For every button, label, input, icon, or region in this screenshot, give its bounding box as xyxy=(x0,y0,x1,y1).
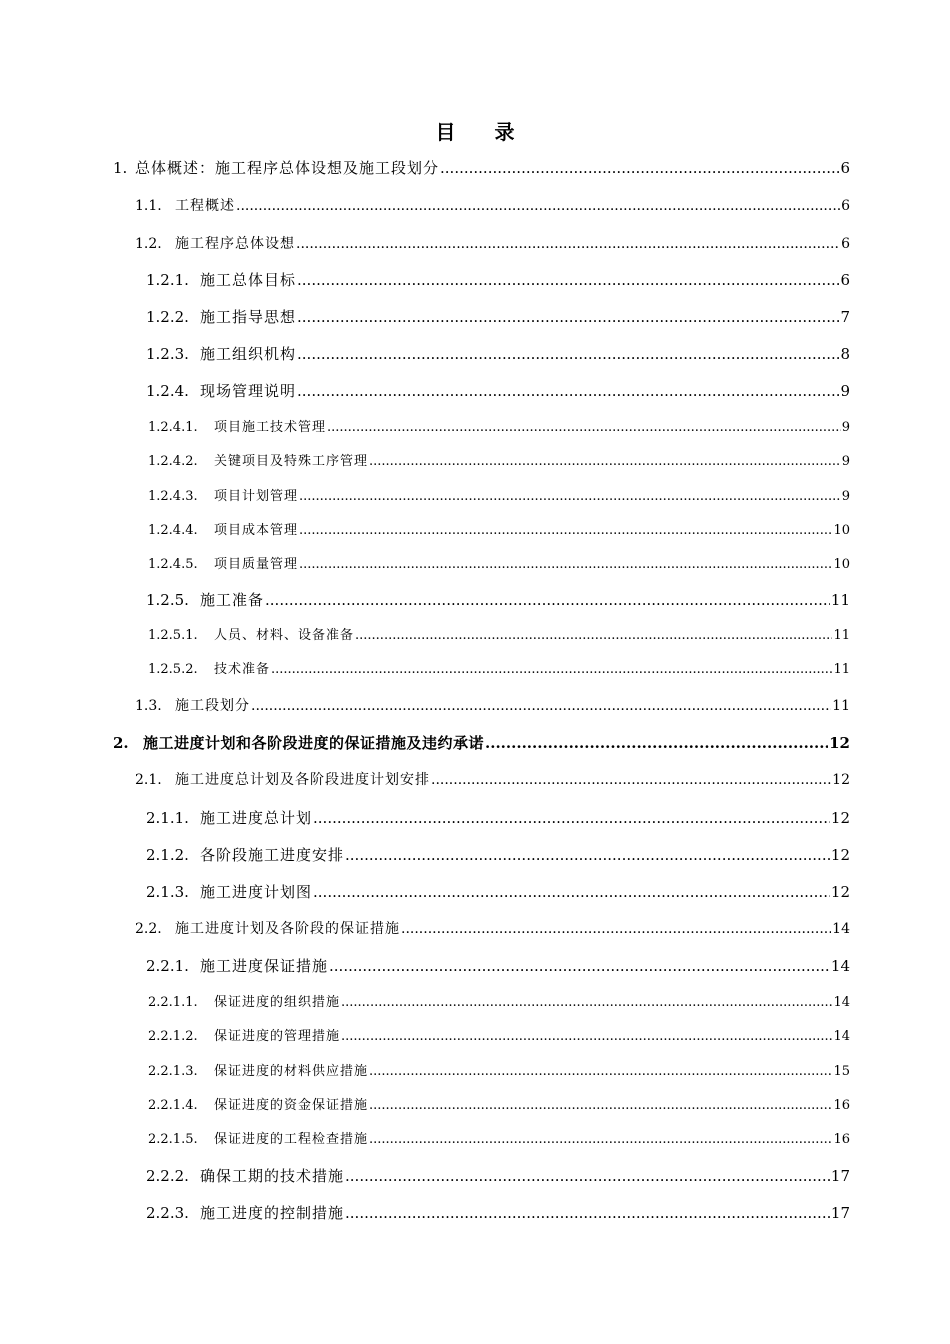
toc-entry-number: 1.2.4. xyxy=(146,382,189,400)
toc-entry-title: 施工进度的控制措施 xyxy=(200,1204,345,1222)
toc-entry-title: 施工进度计划和各阶段进度的保证措施及违约承诺 xyxy=(143,734,485,752)
toc-entry-page-number: 9 xyxy=(841,489,850,504)
toc-entry-number: 1.2.4.3. xyxy=(148,489,198,504)
toc-entry-number: 1.2.3. xyxy=(146,345,189,363)
toc-entry-page-number: 16 xyxy=(833,1098,850,1113)
toc-entry-title: 现场管理说明 xyxy=(200,382,297,400)
toc-entry-leader xyxy=(265,590,830,610)
toc-entry[interactable] xyxy=(146,808,850,828)
toc-entry-page-number: 10 xyxy=(833,557,850,572)
toc-entry-page-number: 11 xyxy=(833,662,850,677)
toc-entry-title: 保证进度的组织措施 xyxy=(214,995,341,1010)
toc-entry-number: 2.2.1.3. xyxy=(148,1064,198,1079)
toc-entry-leader xyxy=(329,956,830,976)
toc-entry-number: 2.2.2. xyxy=(146,1167,189,1185)
toc-entry-leader xyxy=(299,487,841,507)
toc-entry-leader xyxy=(236,196,840,216)
toc-entry-number: 1.2.1. xyxy=(146,271,189,289)
toc-entry-page-number: 6 xyxy=(840,271,850,289)
toc-entry-title: 施工进度计划图 xyxy=(200,883,313,901)
toc-entry-title: 保证进度的管理措施 xyxy=(214,1029,341,1044)
toc-entry[interactable] xyxy=(148,1130,850,1150)
toc-entry-number: 1.2.5. xyxy=(146,591,189,609)
toc-entry-page-number: 11 xyxy=(830,591,850,609)
toc-entry-page-number: 16 xyxy=(833,1132,850,1147)
toc-entry-number: 2.2.1. xyxy=(146,957,189,975)
toc-entry[interactable] xyxy=(148,660,850,680)
toc-entry-leader xyxy=(369,1096,832,1116)
toc-entry[interactable] xyxy=(146,381,850,401)
toc-entry-number: 2.2.1.5. xyxy=(148,1132,198,1147)
toc-entry-page-number: 15 xyxy=(833,1064,850,1079)
toc-entry[interactable] xyxy=(135,919,850,939)
toc-entry[interactable] xyxy=(146,590,850,610)
toc-entry-number: 2.1.1. xyxy=(146,809,189,827)
toc-entry-title: 总体概述：施工程序总体设想及施工段划分 xyxy=(135,159,440,177)
toc-entry[interactable] xyxy=(148,452,850,472)
toc-entry-leader xyxy=(440,158,839,178)
toc-entry[interactable] xyxy=(148,1027,850,1047)
toc-entry-number: 1. xyxy=(113,159,128,177)
toc-entry[interactable] xyxy=(148,521,850,541)
toc-entry[interactable] xyxy=(113,733,850,753)
toc-entry[interactable] xyxy=(146,845,850,865)
toc-entry-number: 2.2.3. xyxy=(146,1204,189,1222)
toc-entry-page-number: 12 xyxy=(832,772,850,788)
toc-entry[interactable] xyxy=(135,196,850,216)
toc-entry-number: 2.2.1.4. xyxy=(148,1098,198,1113)
toc-entry-number: 1.3. xyxy=(135,698,162,714)
toc-entry-page-number: 11 xyxy=(833,628,850,643)
toc-entry-title: 施工进度总计划及各阶段进度计划安排 xyxy=(175,772,430,788)
toc-entry-number: 1.2.4.1. xyxy=(148,420,198,435)
toc-entry-title: 项目施工技术管理 xyxy=(214,420,327,435)
toc-entry-number: 2.2. xyxy=(135,921,162,937)
toc-entry-number: 2.1.2. xyxy=(146,846,189,864)
toc-entry-leader xyxy=(297,270,839,290)
toc-entry-title: 确保工期的技术措施 xyxy=(200,1167,345,1185)
toc-entry-title: 项目质量管理 xyxy=(214,557,299,572)
toc-entry-page-number: 9 xyxy=(841,420,850,435)
toc-entry[interactable] xyxy=(148,418,850,438)
toc-entry-leader xyxy=(297,307,839,327)
toc-entry-title: 施工指导思想 xyxy=(200,308,297,326)
toc-entry-page-number: 7 xyxy=(840,308,850,326)
toc-entry-title: 各阶段施工进度安排 xyxy=(200,846,345,864)
toc-entry-number: 1.2.4.2. xyxy=(148,454,198,469)
toc-entry-page-number: 11 xyxy=(832,698,850,714)
toc-entry-number: 2. xyxy=(113,734,129,752)
toc-entry-leader xyxy=(401,919,831,939)
toc-entry-number: 2.1. xyxy=(135,772,162,788)
toc-entry[interactable] xyxy=(135,234,850,254)
toc-entry-title: 施工总体目标 xyxy=(200,271,297,289)
toc-entry-leader xyxy=(355,626,832,646)
toc-entry-page-number: 6 xyxy=(840,159,850,177)
toc-entry-title: 工程概述 xyxy=(175,198,235,214)
toc-entry-title: 保证进度的工程检查措施 xyxy=(214,1132,369,1147)
toc-entry[interactable] xyxy=(146,1203,850,1223)
toc-entry-title: 施工准备 xyxy=(200,591,265,609)
toc-entry-leader xyxy=(297,381,839,401)
toc-entry-leader xyxy=(251,696,831,716)
toc-entry-number: 1.2.2. xyxy=(146,308,189,326)
toc-entry-number: 2.1.3. xyxy=(146,883,189,901)
toc-entry-page-number: 9 xyxy=(840,382,850,400)
toc-entry[interactable] xyxy=(135,696,850,716)
toc-entry-number: 1.1. xyxy=(135,198,162,214)
toc-entry-page-number: 14 xyxy=(833,995,850,1010)
toc-entry-leader xyxy=(296,234,840,254)
toc-entry-leader xyxy=(271,660,832,680)
toc-entry-number: 1.2.5.1. xyxy=(148,628,198,643)
toc-entry[interactable] xyxy=(146,1166,850,1186)
toc-entry-page-number: 12 xyxy=(830,846,850,864)
toc-entry-leader xyxy=(299,521,832,541)
toc-entry[interactable] xyxy=(146,307,850,327)
toc-entry[interactable] xyxy=(148,1062,850,1082)
toc-entry-number: 1.2.4.5. xyxy=(148,557,198,572)
toc-title: 目 录 xyxy=(435,120,531,144)
toc-entry-number: 2.2.1.2. xyxy=(148,1029,198,1044)
toc-entry[interactable] xyxy=(148,1096,850,1116)
toc-entry-number: 1.2. xyxy=(135,236,162,252)
toc-entry-title: 技术准备 xyxy=(214,662,271,677)
toc-entry-page-number: 10 xyxy=(833,523,850,538)
toc-entry-leader xyxy=(345,845,830,865)
toc-entry-leader xyxy=(431,770,831,790)
toc-entry[interactable] xyxy=(146,270,850,290)
toc-entry-page-number: 12 xyxy=(830,809,850,827)
toc-entry-leader xyxy=(485,733,828,753)
toc-entry[interactable] xyxy=(148,487,850,507)
toc-entry-title: 保证进度的资金保证措施 xyxy=(214,1098,369,1113)
toc-entry-leader xyxy=(313,808,830,828)
toc-entry-title: 施工进度总计划 xyxy=(200,809,313,827)
toc-entry-page-number: 17 xyxy=(830,1204,850,1222)
toc-entry-title: 施工程序总体设想 xyxy=(175,236,295,252)
toc-entry[interactable] xyxy=(146,344,850,364)
toc-entry-leader xyxy=(297,344,839,364)
toc-entry-page-number: 6 xyxy=(841,198,850,214)
toc-entry[interactable] xyxy=(146,956,850,976)
toc-entry-title: 施工组织机构 xyxy=(200,345,297,363)
toc-entry[interactable] xyxy=(148,993,850,1013)
toc-entry-title: 关键项目及特殊工序管理 xyxy=(214,454,369,469)
toc-entry-leader xyxy=(313,882,830,902)
toc-entry-leader xyxy=(299,555,832,575)
toc-entry[interactable] xyxy=(148,626,850,646)
toc-entry[interactable] xyxy=(113,158,850,178)
toc-entry-leader xyxy=(327,418,841,438)
toc-entry-number: 2.2.1.1. xyxy=(148,995,198,1010)
toc-entry-page-number: 6 xyxy=(841,236,850,252)
toc-entry-page-number: 9 xyxy=(841,454,850,469)
toc-entry-page-number: 14 xyxy=(833,1029,850,1044)
toc-entry-number: 1.2.4.4. xyxy=(148,523,198,538)
toc-entry-page-number: 14 xyxy=(832,921,850,937)
toc-entry-leader xyxy=(345,1203,830,1223)
toc-entry[interactable] xyxy=(148,555,850,575)
toc-entry-leader xyxy=(341,1027,832,1047)
toc-entry-title: 项目计划管理 xyxy=(214,489,299,504)
toc-entry-leader xyxy=(369,1130,832,1150)
toc-entry-title: 施工进度保证措施 xyxy=(200,957,329,975)
toc-entry-title: 施工进度计划及各阶段的保证措施 xyxy=(175,921,400,937)
toc-entry-title: 项目成本管理 xyxy=(214,523,299,538)
toc-entry-leader xyxy=(369,1062,832,1082)
toc-entry-leader xyxy=(345,1166,830,1186)
toc-entry-page-number: 14 xyxy=(830,957,850,975)
toc-entry-leader xyxy=(369,452,841,472)
toc-entry-title: 施工段划分 xyxy=(175,698,250,714)
toc-entry-page-number: 12 xyxy=(830,883,850,901)
toc-entry-page-number: 12 xyxy=(829,734,850,752)
toc-entry-page-number: 8 xyxy=(840,345,850,363)
toc-entry[interactable] xyxy=(135,770,850,790)
toc-entry-leader xyxy=(341,993,832,1013)
toc-entry-title: 保证进度的材料供应措施 xyxy=(214,1064,369,1079)
toc-entry-page-number: 17 xyxy=(830,1167,850,1185)
toc-entry-number: 1.2.5.2. xyxy=(148,662,198,677)
toc-entry-title: 人员、材料、设备准备 xyxy=(214,628,355,643)
toc-entry[interactable] xyxy=(146,882,850,902)
